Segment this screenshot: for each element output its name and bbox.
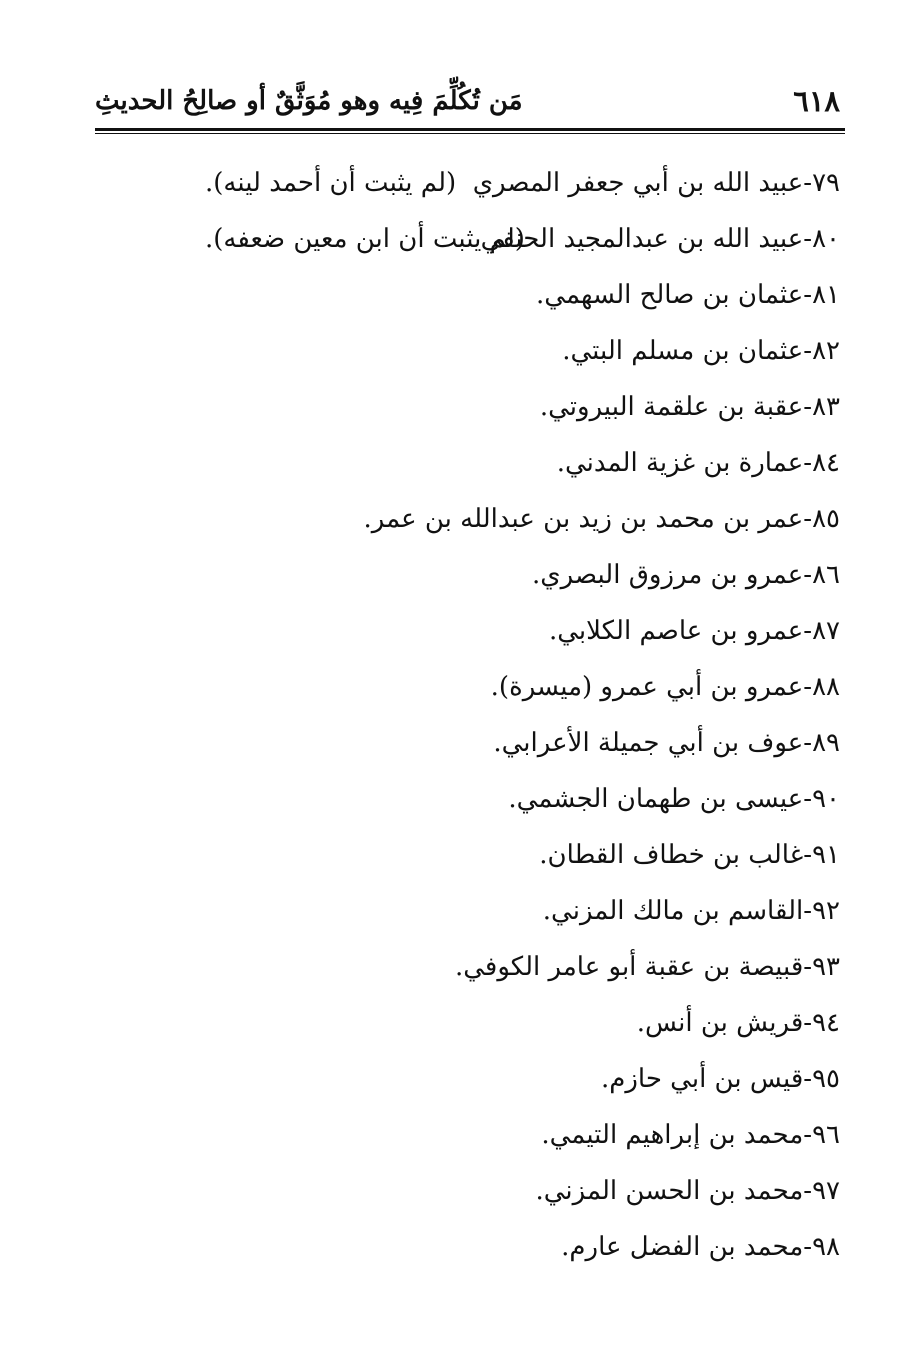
entry-text: ٧٩-عبيد الله بن أبي جعفر المصري: [472, 168, 840, 198]
page-number: ٦١٨: [793, 84, 840, 118]
entry-text: ٨٦-عمرو بن مرزوق البصري.: [531, 560, 840, 590]
entry-text: ٨١-عثمان بن صالح السهمي.: [536, 280, 840, 310]
entry-text: ٩٠-عيسى بن طهمان الجشمي.: [508, 784, 840, 814]
entry-text: ٩٢-القاسم بن مالك المزني.: [542, 896, 840, 926]
entry-note: (لم يثبت أن أحمد لينه).: [205, 168, 457, 198]
header-rule-thick: [95, 128, 845, 131]
list-item: [140, 886, 840, 942]
list-item: [140, 270, 840, 326]
list-item: [140, 1054, 840, 1110]
entry-text: ٩١-غالب بن خطاف القطان.: [539, 840, 840, 870]
entry-text: ٩٥-قيس بن أبي حازم.: [600, 1064, 840, 1094]
entry-text: ٨٣-عقبة بن علقمة البيروتي.: [539, 392, 840, 422]
running-title: مَن تُكُلِّمَ فِيه وهو مُوَثَّقٌ أو صالِحُ الحديثِ: [95, 86, 523, 116]
entry-text: ٨٨-عمرو بن أبي عمرو (ميسرة).: [490, 672, 840, 702]
list-item: [140, 494, 840, 550]
list-item: [140, 1166, 840, 1222]
entry-text: ٩٣-قبيصة بن عقبة أبو عامر الكوفي.: [454, 952, 840, 982]
narrator-list: [140, 158, 840, 1278]
list-item: [140, 1222, 840, 1278]
list-item: [140, 1110, 840, 1166]
entry-text: ٨٧-عمرو بن عاصم الكلابي.: [549, 616, 840, 646]
list-item: [140, 942, 840, 998]
entry-text: ٨٢-عثمان بن مسلم البتي.: [562, 336, 840, 366]
list-item: [140, 214, 840, 270]
page-header: [95, 78, 840, 128]
list-item: [140, 158, 840, 214]
list-item: [140, 438, 840, 494]
entry-note: (لم يثبت أن ابن معين ضعفه).: [205, 224, 525, 254]
entry-text: ٩٧-محمد بن الحسن المزني.: [535, 1176, 840, 1206]
list-item: [140, 718, 840, 774]
entry-text: ٨٤-عمارة بن غزية المدني.: [556, 448, 840, 478]
list-item: [140, 998, 840, 1054]
entry-text: ٨٩-عوف بن أبي جميلة الأعرابي.: [493, 728, 840, 758]
entry-text: ٩٤-قريش بن أنس.: [636, 1008, 840, 1038]
list-item: [140, 326, 840, 382]
list-item: [140, 774, 840, 830]
entry-text: ٩٦-محمد بن إبراهيم التيمي.: [541, 1120, 840, 1150]
list-item: [140, 382, 840, 438]
list-item: [140, 830, 840, 886]
list-item: [140, 606, 840, 662]
entry-text: ٨٥-عمر بن محمد بن زيد بن عبدالله بن عمر.: [363, 504, 840, 534]
entry-text: ٨٠-عبيد الله بن عبدالمجيد الحنفي: [480, 224, 840, 254]
list-item: [140, 550, 840, 606]
list-item: [140, 662, 840, 718]
header-rule-thin: [95, 133, 845, 134]
entry-text: ٩٨-محمد بن الفضل عارم.: [561, 1232, 840, 1262]
